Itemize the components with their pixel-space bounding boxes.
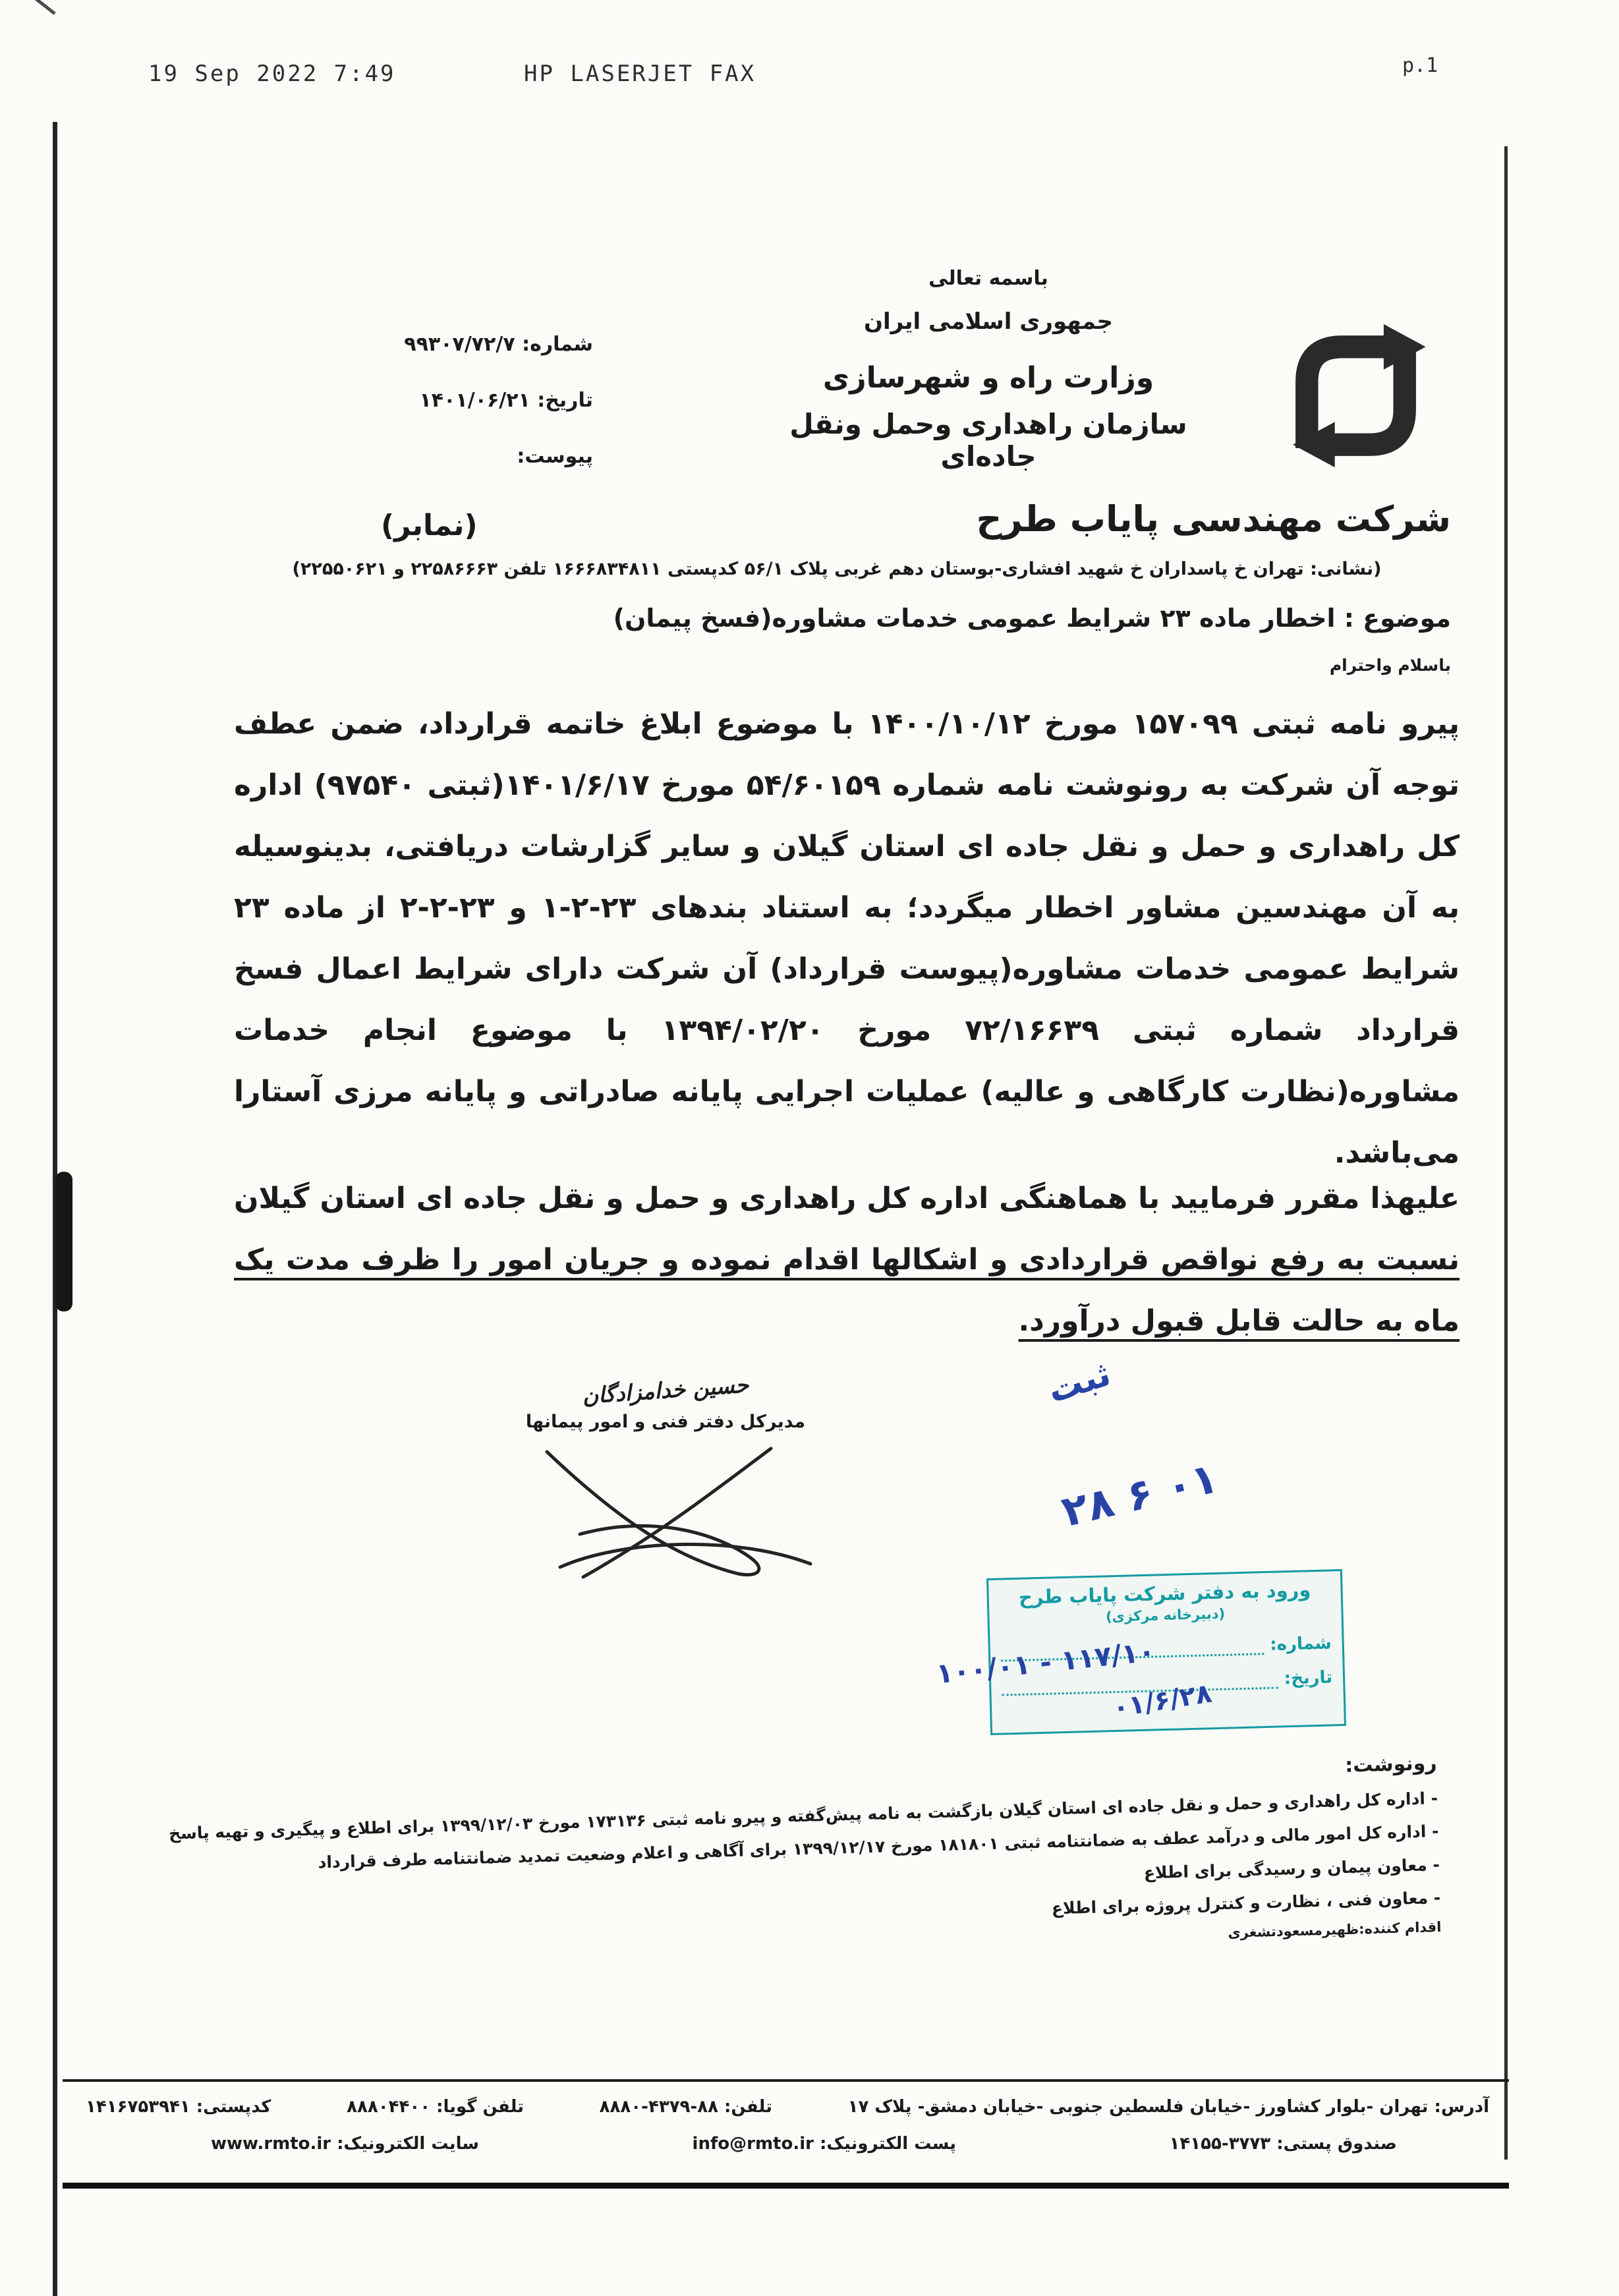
handwritten-stamp-number-value: ۱۰۰/۰۱ - ۱۱۷/۱۰ [934, 1634, 1157, 1690]
letter-meta [366, 333, 593, 501]
scan-ink-blob [55, 1172, 72, 1311]
paragraph-2-underlined-part: نسبت به رفع نواقص قراردادی و اشکالها اقدام نموده و جریان امور را ظرف مدت یک ماه به حالت قابل قبول درآورد. [234, 1243, 1460, 1338]
cc-item-2: - اداره کل امور مالی و درآمد عطف به ضمانتنامه ثبتی ۱۸۱۸۰۱ مورخ ۱۳۹۹/۱۲/۱۷ برای آگاهی و اعلام وضعیت تمدید ضمانتنامه طرف قرارداد [318, 1822, 1439, 1872]
subject-line: موضوع : اخطار ماده ۲۳ شرایط عمومی خدمات مشاوره(فسخ پیمان) [613, 604, 1451, 633]
footer-row-1 [86, 2097, 1489, 2117]
cc-section [168, 1752, 1442, 1969]
footer-postal-code: کدپستی: ۱۴۱۶۷۵۳۹۴۱ [86, 2097, 271, 2117]
handwritten-registration-note: ثبت [1043, 1354, 1116, 1412]
letter-number: شماره: ۹۹۳۰۷/۷۲/۷ [404, 333, 593, 356]
fax-device-name: HP LASERJET FAX [524, 61, 756, 87]
handwritten-signature-scribble [521, 1435, 830, 1590]
footer-top-rule [63, 2079, 1509, 2082]
footer-phone: تلفن: ۸۸-۴۳۷۹-۸۸۸۰ [599, 2097, 772, 2117]
letter-date: تاریخ: ۱۴۰۱/۰۶/۲۱ [419, 389, 593, 412]
fax-datetime: 19 Sep 2022 7:49 [148, 61, 396, 87]
handwritten-registration-numbers: ۲۸ ۶ ۰۱ [1057, 1453, 1223, 1537]
stamp-subtitle: (دبیرخانه مرکزی) [1105, 1605, 1226, 1625]
body-paragraph-1: پیرو نامه ثبتی ۱۵۷۰۹۹ مورخ ۱۴۰۰/۱۰/۱۲ با موضوع ابلاغ خاتمه قرارداد، ضمن عطف توجه آن شرکت به رونوشت نامه شماره ۵۴/۶۰۱۵۹ مورخ ۱۴۰۱/۶/۱۷(ثبتی ۹۷۵۴۰) اداره کل راهداری و حمل و نقل جاده ای استان گیلان و سایر گزارشات دریافتی، بدینوسیله به آن مهندسین مشاور اخطار میگردد؛ به استناد بندهای ۲۳-۲-۱ و ۲۳-۲-۲ از ماده ۲۳ شرایط عمومی خدمات مشاوره(پیوست قرارداد) آن شرکت دارای شرایط اعمال فسخ قرارداد شماره ثبتی ۷۲/۱۶۶۳۹ مورخ ۱۳۹۴/۰۲/۲۰ با موضوع انجام خدمات مشاوره(نظارت کارگاهی و عالیه) عملیات اجرایی پایانه صادراتی و پایانه مرزی آستارا می‌باشد. [234, 707, 1460, 1170]
signatory-title: مدیرکل دفتر فنی و امور پیمانها [525, 1412, 806, 1432]
stamp-number-label: شماره: [1269, 1633, 1332, 1655]
handwritten-stamp-date-value: ۰۱/۶/۲۸ [1110, 1678, 1214, 1724]
rmto-logo-icon [1268, 308, 1443, 483]
cc-item-3: - معاون پیمان و رسیدگی برای اطلاع [1143, 1854, 1440, 1882]
footer-bottom-rule [63, 2183, 1509, 2189]
stamp-title: ورود به دفتر شرکت پایاب طرح [1018, 1578, 1311, 1609]
country-line: جمهوری اسلامی ایران [863, 308, 1114, 335]
footer-website: سایت الکترونیک: www.rmto.ir [211, 2134, 479, 2154]
letter-attachment: پیوست: [517, 445, 593, 468]
footer-po-box: صندوق پستی: ۳۷۷۳-۱۴۱۵۵ [1169, 2134, 1397, 2154]
recipient-address-line: (نشانی: تهران خ پاسداران خ شهید افشاری-بوستان دهم غربی پلاک ۵۶/۱ کدپستی ۱۶۶۶۸۳۴۸۱۱ تلفن ۲۲۵۸۶۶۶۳ و ۲۲۵۵۰۶۲۱) [292, 559, 1382, 579]
stamp-date-label: تاریخ: [1284, 1667, 1333, 1689]
organization-line: سازمان راهداری وحمل ونقل جاده‌ای [789, 408, 1187, 473]
cc-title: رونوشت: [1344, 1752, 1437, 1777]
footer-row-2 [211, 2134, 1397, 2154]
fax-page-number: p.1 [1402, 54, 1438, 77]
scan-right-border [1504, 146, 1508, 2160]
cc-item-4: - معاون فنی ، نظارت و کنترل پروژه برای اطلاع [1051, 1887, 1441, 1918]
footer-email: پست الکترونیک: info@rmto.ir [692, 2134, 956, 2154]
letterhead [751, 267, 1226, 473]
footer-voice-phone: تلفن گویا: ۸۸۸۰۴۴۰۰ [347, 2097, 524, 2117]
signatory-name: حسین خدامزادگان [581, 1371, 750, 1409]
footer-address: آدرس: تهران -بلوار کشاورز -خیابان فلسطین جنوبی -خیابان دمشق- پلاک ۱۷ [847, 2097, 1489, 2117]
cc-handler-line: اقدام کننده:ظهیرمسعودتشغری [1228, 1918, 1442, 1941]
paragraph-2-plain-part: علیهذا مقرر فرمایید با هماهنگی اداره کل راهداری و حمل و نقل جاده ای استان گیلان [234, 1182, 1460, 1215]
recipient-company-name: شرکت مهندسی پایاب طرح [976, 498, 1451, 540]
cc-item-1: - اداره کل راهداری و حمل و نقل جاده ای استان گیلان بازگشت به نامه پیش‌گفته و پیرو نامه ثبتی ۱۷۳۱۳۶ مورخ ۱۳۹۹/۱۲/۰۳ برای اطلاع و پیگیری و تهیه پاسخ [168, 1788, 1438, 1843]
scan-corner-mark [30, 0, 55, 15]
invocation-line: باسمه تعالی [928, 267, 1048, 290]
salutation-line: باسلام واحترام [1329, 656, 1451, 675]
body-paragraph-2 [234, 1168, 1460, 1352]
ministry-line: وزارت راه و شهرسازی [822, 361, 1154, 395]
delivery-via-fax-note: (نمابر) [381, 509, 478, 542]
